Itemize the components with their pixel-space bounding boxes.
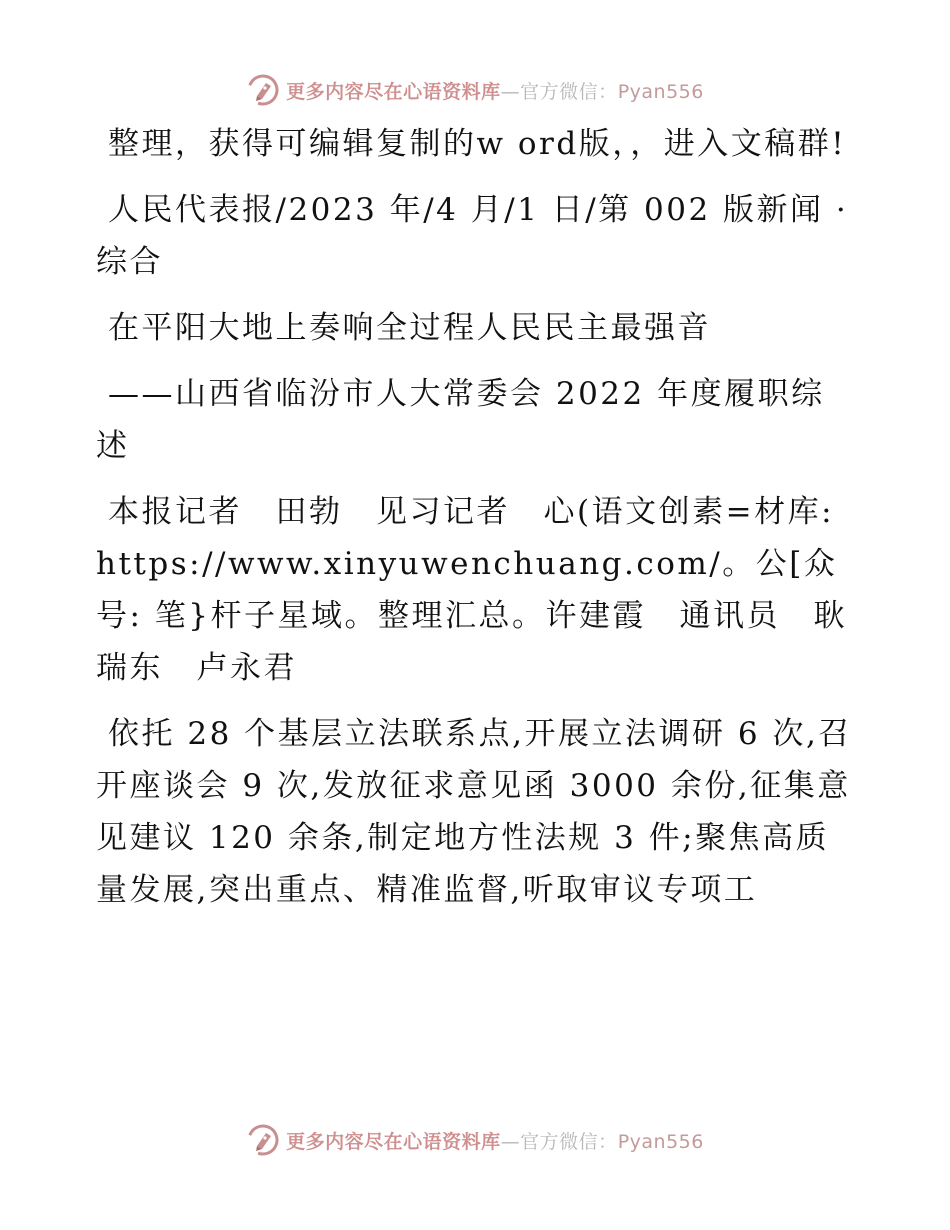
header-watermark [246,73,704,107]
byline: 本报记者 田勃 见习记者 心(语文创素=材库: https://www.xinyuwenchuang.com/。公[众号: 笔}杆子星域。整理汇总。许建霞 通讯员 耿瑞东 卢永君 [96,494,848,686]
watermark-text: 更多内容尽在心语资料库—官方微信：Pyan556 [286,80,704,103]
body-paragraph: 依托 28 个基层立法联系点,开展立法调研 6 次,召开座谈会 9 次,发放征求意见函 3000 余份,征集意见建议 120 余条,制定地方性法规 3 件;聚焦高质量发展,突出重点、精准监督,听取审议专项工 [96,716,852,908]
source-line: 人民代表报/2023 年/4 月/1 日/第 002 版新闻 · 综合 [96,192,849,280]
footer-watermark [246,1123,704,1157]
article-subtitle: ——山西省临汾市人大常委会 2022 年度履职综述 [96,376,825,464]
watermark-text: 更多内容尽在心语资料库—官方微信：Pyan556 [286,1130,704,1153]
document-body [96,118,856,930]
pen-nib-logo-icon [246,73,280,107]
pen-nib-logo-icon [246,1123,280,1157]
intro-note: 整理，获得可编辑复制的w ord版，，进入文稿群! [108,126,847,162]
article-title: 在平阳大地上奏响全过程人民民主最强音 [108,310,711,346]
footer-watermark-banner [0,1120,950,1160]
header-watermark-banner [0,70,950,110]
